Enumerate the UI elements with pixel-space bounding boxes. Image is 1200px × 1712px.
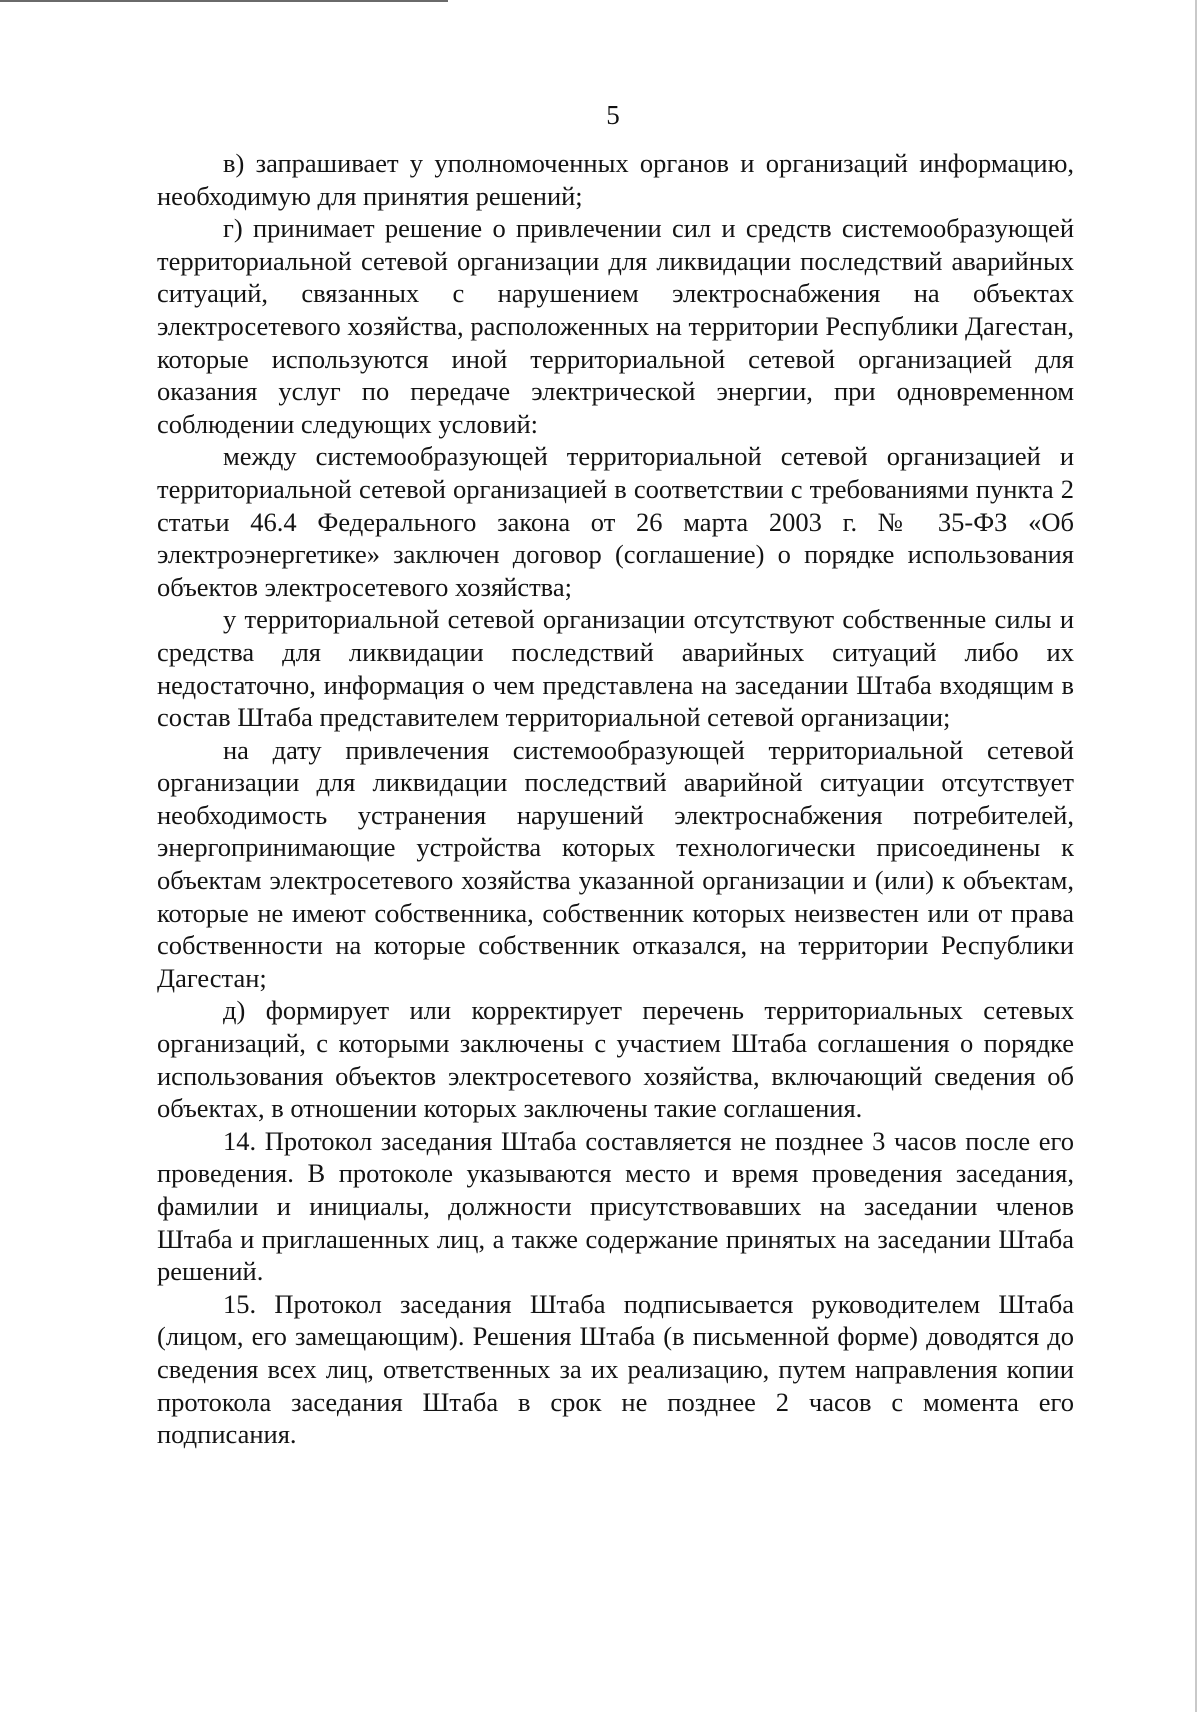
paragraph-condition-1: между системообразующей территориальной сетевой организацией и территориальной сетевой организацией в соответствии с требованиями пункта 2 статьи 46.4 Федерального закона от 26 марта 2003 г. № 35-ФЗ «Об электроэнергетике» заключен договор (соглашение) о порядке использования объектов электросетевого хозяйства; [157, 441, 1074, 602]
paragraph-g: г) принимает решение о привлечении сил и средств системообразующей территориальной сетевой организации для ликвидации последствий аварийных ситуаций, связанных с нарушением электроснабжения на объектах электросетевого хозяйства, расположенных на территории Республики Дагестан, которые используются иной территориальной сетевой организацией для оказания услуг по передаче электрической энергии, при одновременном соблюдении следующих условий: [157, 213, 1074, 439]
document-body [157, 147, 1074, 1451]
paragraph-14: 14. Протокол заседания Штаба составляется не позднее 3 часов после его проведения. В протоколе указываются место и время проведения заседания, фамилии и инициалы, должности присутствовавших на заседании членов Штаба и приглашенных лиц, а также содержание принятых на заседании Штаба решений. [157, 1125, 1074, 1287]
paragraph-15: 15. Протокол заседания Штаба подписывается руководителем Штаба (лицом, его замещающим). Решения Штаба (в письменной форме) доводятся до сведения всех лиц, ответственных за их реализацию, путем направления копии протокола заседания Штаба в срок не позднее 2 часов с момента его подписания. [157, 1288, 1074, 1450]
scan-edge-right [1195, 0, 1197, 1712]
paragraph-condition-3: на дату привлечения системообразующей территориальной сетевой организации для ликвидации последствий аварийной ситуации отсутствует необходимость устранения нарушений электроснабжения потребителей, энергопринимающие устройства которых технологически присоединены к объектам электросетевого хозяйства указанной организации и (или) к объектам, которые не имеют собственника, собственник которых неизвестен или от права собственности на которые собственник отказался, на территории Республики Дагестан; [157, 734, 1074, 993]
paragraph-d: д) формирует или корректирует перечень территориальных сетевых организаций, с которыми заключены с участием Штаба соглашения о порядке использования объектов электросетевого хозяйства, включающий сведения об объектах, в отношении которых заключены такие соглашения. [157, 995, 1074, 1124]
paragraph-v: в) запрашивает у уполномоченных органов и организаций информацию, необходимую для принятия решений; [157, 148, 1074, 211]
page-number: 5 [606, 100, 620, 130]
paragraph-condition-2: у территориальной сетевой организации отсутствуют собственные силы и средства для ликвидации последствий аварийных ситуаций либо их недостаточно, информация о чем представлена на заседании Штаба входящим в состав Штаба представителем территориальной сетевой организации; [157, 604, 1074, 733]
scan-edge-top [0, 0, 448, 2]
